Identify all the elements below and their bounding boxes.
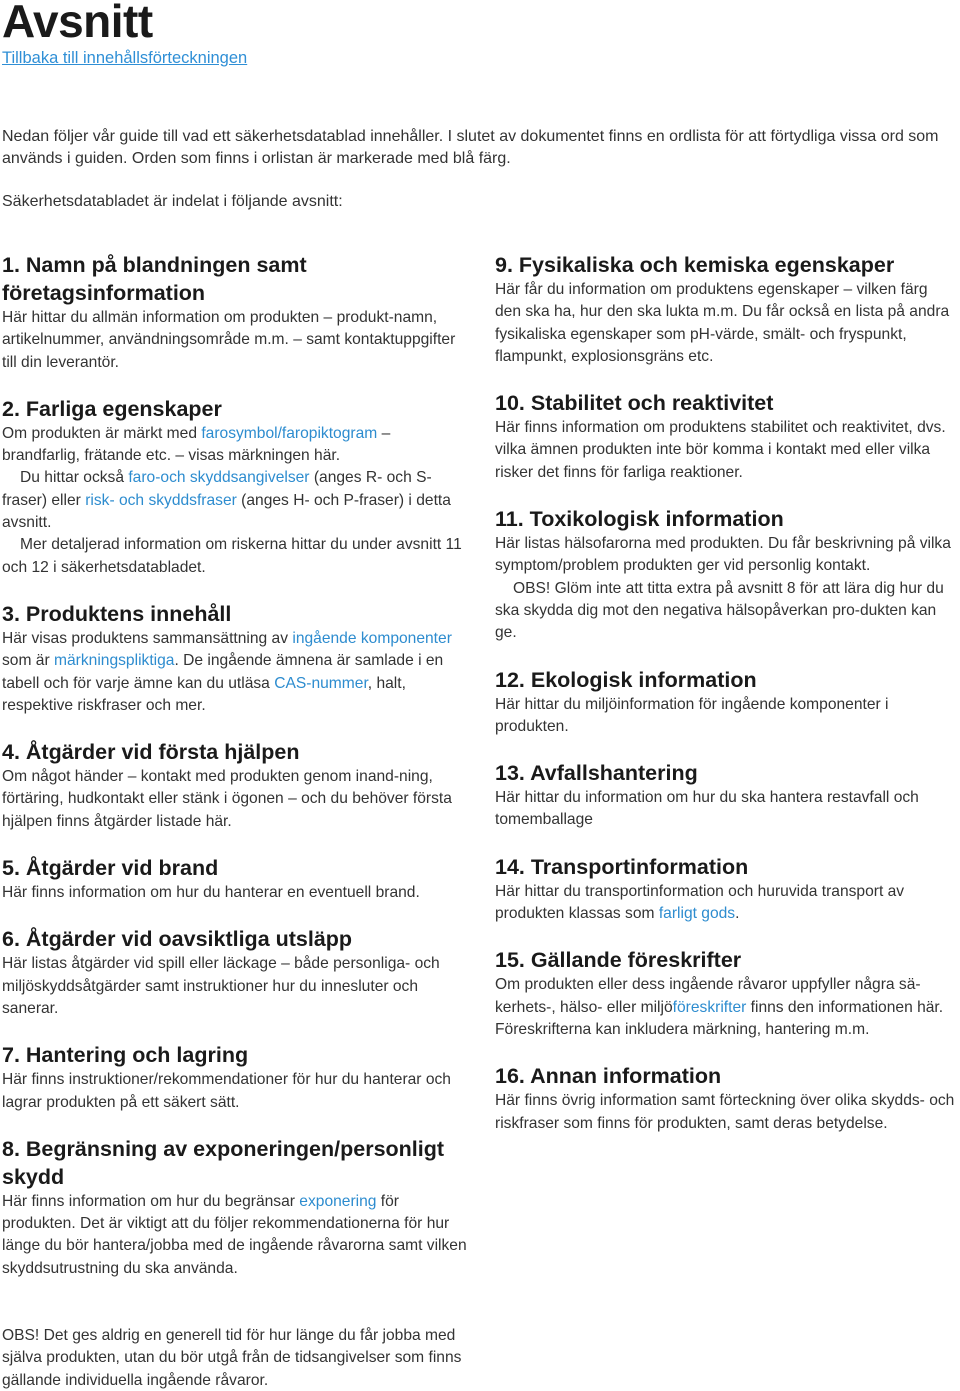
text: OBS! Glöm inte att titta extra på avsnitt 8 för att lära dig hur du ska skydda dig mot den negativa hälsopåverkan pro-dukten kan ge. (495, 579, 944, 642)
section-14 (495, 853, 957, 926)
section-2-paragraph-1 (2, 423, 472, 468)
section-2-heading: 2. Farliga egenskaper (2, 396, 222, 421)
section-4-body: Om något händer – kontakt med produkten genom inand-ning, förtäring, hudkontakt eller stänk i ögonen – och du behöver första hjälpen finns åtgärder listade här. (2, 768, 452, 830)
text: Om produkten eller dess ingående råvaror uppfyller några sä-kerhets-, hälso- eller miljö (495, 976, 921, 1016)
section-8 (2, 1135, 472, 1280)
text: – brandfarlig, frätande etc. – visas märkningen här. (2, 424, 391, 465)
section-3 (2, 600, 472, 717)
section-5 (2, 854, 472, 904)
term-cas-nummer[interactable]: CAS-nummer (274, 674, 368, 692)
term-foreskrifter[interactable]: föreskrifter (672, 998, 747, 1016)
section-1 (2, 251, 472, 374)
text: för produkten. Det är viktigt att du följer rekommendationerna för hur länge du bör hantera/jobba med de ingående råvarorna samt vilken skyddsutrustning du ska använda. (2, 1192, 467, 1277)
section-12-heading: 12. Ekologisk information (495, 667, 757, 692)
section-14-body (495, 881, 957, 926)
text: (anges H- och P-fraser) i detta avsnitt. (2, 491, 451, 532)
section-6 (2, 925, 472, 1020)
text: Här hittar du transportinformation och huruvida transport av produkten klassas som (495, 882, 905, 923)
term-ingaende-komponenter[interactable]: ingående komponenter (292, 629, 452, 647)
section-2-paragraph-3 (2, 534, 472, 579)
back-to-toc-link[interactable]: Tillbaka till innehållsförteckningen (2, 49, 248, 67)
term-risk-skyddsfraser[interactable]: risk- och skyddsfraser (85, 491, 237, 509)
section-4 (2, 738, 472, 833)
section-12-body: Här hittar du miljöinformation för ingående komponenter i produkten. (495, 695, 889, 735)
footer-note: OBS! Det ges aldrig en generell tid för hur länge du får jobba med själva produkten, utan du bör utgå från de tidsangivelser som finns gällande individuella ingående råvaror. (2, 1327, 462, 1389)
left-column (2, 251, 472, 1301)
section-13-body: Här hittar du information om hur du ska hantera restavfall och tomemballage (495, 789, 919, 829)
right-column (495, 251, 957, 1156)
text: finns den informationen här. Föreskrifterna kan inkludera märkning, hantering m.m. (495, 998, 944, 1038)
text: (anges R- och S-fraser) eller (2, 469, 432, 509)
text: Du hittar också (20, 469, 129, 487)
section-9-heading: 9. Fysikaliska och kemiska egenskaper (495, 253, 895, 277)
section-11 (495, 505, 957, 644)
text: Om produkten är märkt med (2, 424, 202, 442)
text: , halt, respektive riskfraser och mer. (2, 674, 406, 714)
section-16-body: Här finns övrig information samt förteckning över olika skydds- och riskfraser som finns för produkten, samt deras betydelse. (495, 1092, 955, 1132)
section-13-heading: 13. Avfallshantering (495, 761, 698, 786)
section-7 (2, 1041, 472, 1114)
section-7-heading: 7. Hantering och lagring (2, 1043, 249, 1068)
section-5-heading: 5. Åtgärder vid brand (2, 856, 219, 881)
section-13 (495, 759, 957, 832)
term-farosymbol[interactable]: farosymbol/faropiktogram (201, 424, 378, 442)
section-11-paragraph-2 (495, 578, 957, 645)
section-10 (495, 389, 957, 484)
section-6-heading: 6. Åtgärder vid oavsiktliga utsläpp (2, 927, 353, 952)
section-11-paragraph-1: Här listas hälsofarorna med produkten. Du får beskrivning på vilka symptom/problem produkten ger vid personlig kontakt. (495, 535, 951, 575)
section-6-body: Här listas åtgärder vid spill eller läckage – både personliga- och miljöskyddsåtgärder samt instruktioner hur du innesluter och sanerar. (2, 955, 440, 1017)
text: Här finns information om hur du begränsar (2, 1192, 300, 1210)
section-14-heading: 14. Transportinformation (495, 854, 749, 879)
section-12 (495, 666, 957, 739)
section-8-body (2, 1191, 472, 1280)
section-7-body: Här finns instruktioner/rekommendationer för hur du hanterar och lagrar produkten på ett säkert sätt. (2, 1071, 451, 1111)
section-15 (495, 946, 957, 1041)
term-farligt-gods[interactable]: farligt gods (658, 905, 736, 923)
text: Mer detaljerad information om riskerna hittar du under avsnitt 11 och 12 i säkerhetsdatabladet. (2, 536, 462, 576)
text: Här visas produktens sammansättning av (2, 629, 293, 647)
section-10-body: Här finns information om produktens stabilitet och reaktivitet, dvs. vilka ämnen produkten inte bör komma i kontakt med eller vilka risker det finns för farliga reaktioner. (495, 419, 946, 481)
section-9 (495, 251, 957, 368)
section-4-heading: 4. Åtgärder vid första hjälpen (2, 740, 300, 765)
section-8-heading: 8. Begränsning av exponeringen/personligt skydd (2, 1136, 445, 1189)
section-15-heading: 15. Gällande föreskrifter (495, 948, 742, 973)
section-9-body: Här får du information om produktens egenskaper – vilken färg den ska ha, hur den ska lukta m.m. Du får också en lista på andra fysikaliska egenskaper som pH-värde, smält- och fryspunkt, flampunkt, explosionsgräns etc. (495, 281, 950, 365)
term-exponering[interactable]: exponering (299, 1192, 377, 1210)
intro-text: Nedan följer vår guide till vad ett säkerhetsdatablad innehåller. I slutet av dokumentet finns en ordlista för att förtydliga vissa ord som används i guiden. Orden som finns i orlistan är markerade med blå färg. (2, 128, 939, 167)
section-2 (2, 395, 472, 579)
text: . De ingående ämnena är samlade i en tabell och för varje ämne kan du utläsa (2, 652, 444, 692)
section-16 (495, 1062, 957, 1135)
section-16-heading: 16. Annan information (495, 1064, 722, 1089)
section-15-body (495, 974, 957, 1041)
section-2-paragraph-2 (2, 467, 472, 534)
section-10-heading: 10. Stabilitet och reaktivitet (495, 391, 774, 416)
section-11-heading: 11. Toxikologisk information (495, 507, 784, 532)
text: . (735, 905, 740, 923)
term-markningspliktiga[interactable]: märkningspliktiga (54, 652, 175, 670)
section-1-body: Här hittar du allmän information om produkten – produkt-namn, artikelnummer, användningsområde m.m. – samt kontaktuppgifter till din leverantör. (2, 309, 456, 371)
section-5-body: Här finns information om hur du hanterar en eventuell brand. (2, 884, 420, 902)
term-faro-skyddsangivelser[interactable]: faro-och skyddsangivelser (128, 469, 310, 487)
page-title: Avsnitt (2, 0, 153, 47)
section-3-heading: 3. Produktens innehåll (2, 601, 232, 626)
lead-text: Säkerhetsdatabladet är indelat i följande avsnitt: (2, 193, 343, 210)
section-1-heading: 1. Namn på blandningen samt företagsinformation (2, 253, 307, 305)
text: som är (2, 652, 54, 670)
section-3-body (2, 628, 472, 717)
